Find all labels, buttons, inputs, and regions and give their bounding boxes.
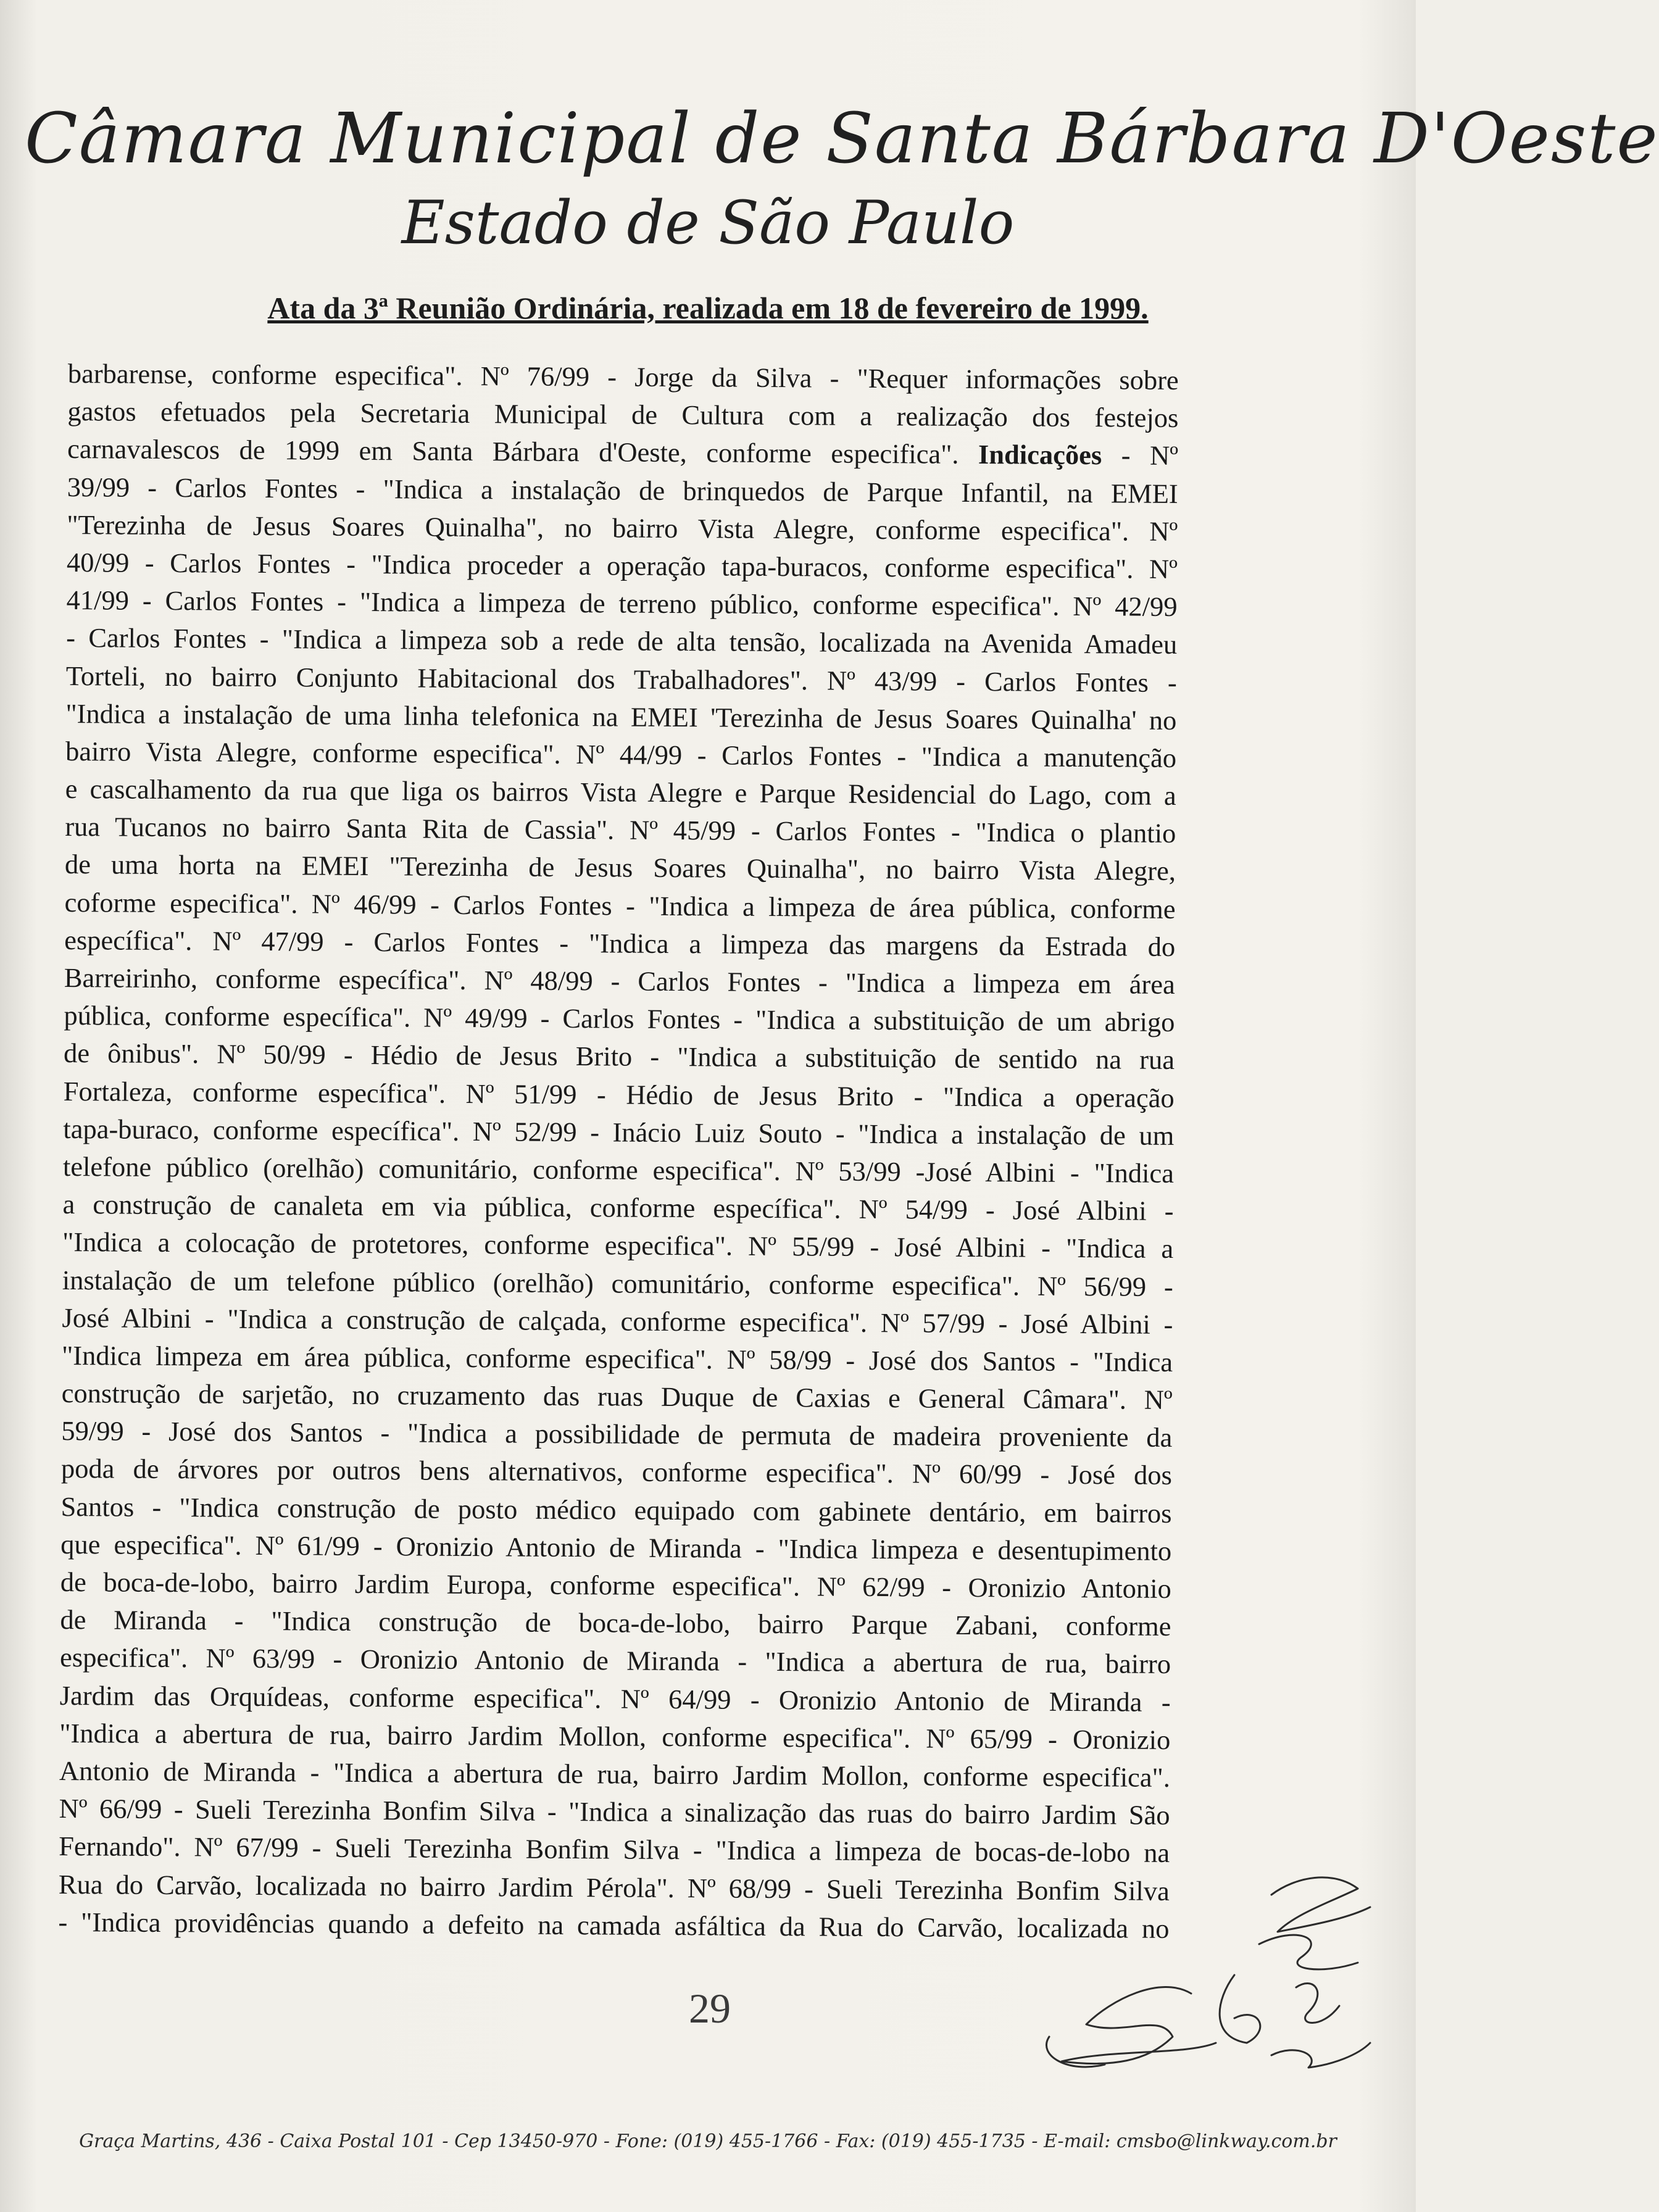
body-line: 40/99 - Carlos Fontes - "Indica proceder a operação tapa-buracos, conforme especifica". Nº — [66, 546, 1178, 584]
body-line: instalação de um telefone público (orelhão) comunitário, conforme especifica". Nº 56/99 - — [62, 1264, 1173, 1302]
body-line: poda de árvores por outros bens alternativos, conforme especifica". Nº 60/99 - José dos — [60, 1453, 1173, 1491]
body-line: Jardim das Orquídeas, conforme especifica". Nº 64/99 - Oronizio Antonio de Miranda - — [59, 1679, 1171, 1718]
body-line: rua Tucanos no bairro Santa Rita de Cassia". Nº 45/99 - Carlos Fontes - "Indica o plantio — [65, 811, 1176, 849]
body-line: específica". Nº 47/99 - Carlos Fontes - "Indica a limpeza das margens da Estrada do — [64, 924, 1176, 962]
body-line: gastos efetuados pela Secretaria Municipal de Cultura com a realização dos festejos — [67, 396, 1179, 434]
signature-stroke — [1296, 1984, 1339, 2023]
body-line-text: carnavalescos de 1999 em Santa Bárbara d'Oeste, conforme especifica". — [67, 433, 959, 470]
body-line: construção de sarjetão, no cruzamento das ruas Duque de Caxias e General Câmara". Nº — [61, 1378, 1173, 1416]
body-line: "Indica a abertura de rua, bairro Jardim Mollon, conforme especifica". Nº 65/99 - Oronizio — [59, 1717, 1171, 1755]
body-line: a construção de canaleta em via pública, conforme específica". Nº 54/99 - José Albini - — [62, 1189, 1174, 1227]
signature-stroke — [1271, 2043, 1370, 2068]
body-line: Fernando". Nº 67/99 - Sueli Terezinha Bonfim Silva - "Indica a limpeza de bocas-de-lobo na — [59, 1831, 1170, 1869]
minutes-title: Ata da 3ª Reunião Ordinária, realizada em 18 de fevereiro de 1999. — [267, 291, 1149, 325]
body-line: de Miranda - "Indica construção de boca-de-lobo, bairro Parque Zabani, conforme — [60, 1604, 1171, 1642]
body-line: "Indica a instalação de uma linha telefonica na EMEI 'Terezinha de Jesus Soares Quinalha' no — [65, 697, 1177, 736]
body-line: 39/99 - Carlos Fontes - "Indica a instalação de brinquedos de Parque Infantil, na EMEI — [67, 471, 1178, 509]
body-line: tapa-buraco, conforme específica". Nº 52/99 - Inácio Luiz Souto - "Indica a instalação de um — [63, 1113, 1175, 1151]
body-line: de boca-de-lobo, bairro Jardim Europa, conforme especifica". Nº 62/99 - Oronizio Antonio — [60, 1566, 1171, 1604]
body-line: José Albini - "Indica a construção de calçada, conforme especifica". Nº 57/99 - José Albini - — [62, 1302, 1173, 1340]
body-line: barbarense, conforme especifica". Nº 76/99 - Jorge da Silva - "Requer informações sobre — [67, 357, 1179, 396]
body-line: - Carlos Fontes - "Indica a limpeza sob a rede de alta tensão, localizada na Avenida Amadeu — [66, 622, 1178, 660]
indicacoes-heading: Indicações — [978, 439, 1102, 471]
body-line: "Indica a colocação de protetores, conforme especifica". Nº 55/99 - José Albini - "Indica a — [62, 1226, 1174, 1265]
body-line: telefone público (orelhão) comunitário, conforme especifica". Nº 53/99 -José Albini - "Indica — [62, 1150, 1175, 1189]
body-line: "Terezinha de Jesus Soares Quinalha", no bairro Vista Alegre, conforme especifica". Nº — [67, 509, 1178, 547]
body-line — [67, 430, 1178, 475]
body-line: Rua do Carvão, localizada no bairro Jardim Pérola". Nº 68/99 - Sueli Terezinha Bonfim Silva — [58, 1868, 1170, 1906]
body-line-tail: - Nº — [1102, 439, 1179, 472]
body-line: pública, conforme específica". Nº 49/99 - Carlos Fontes - "Indica a substituição de um abrigo — [64, 1000, 1175, 1038]
body-line: 41/99 - Carlos Fontes - "Indica a limpeza de terreno público, conforme especifica". Nº 42/99 — [66, 584, 1178, 623]
body-line: Santos - "Indica construção de posto médico equipado com gabinete dentário, em bairros — [60, 1491, 1172, 1529]
body-line: "Indica limpeza em área pública, conforme especifica". Nº 58/99 - José dos Santos - "Indica — [61, 1339, 1173, 1378]
body-line: de uma horta na EMEI "Terezinha de Jesus Soares Quinalha", no bairro Vista Alegre, — [64, 849, 1176, 887]
signature-stroke — [1220, 1975, 1260, 2043]
body-line: Torteli, no bairro Conjunto Habitacional dos Trabalhadores". Nº 43/99 - Carlos Fontes - — [65, 660, 1177, 698]
letterhead-footer: Graça Martins, 436 - Caixa Postal 101 - Cep 13450-970 - Fone: (019) 455-1766 - Fax: (019) 455-1735 - E-mail: cmsbo@linkway.com.br — [79, 2131, 1337, 2152]
body-line: Nº 66/99 - Sueli Terezinha Bonfim Silva - "Indica a sinalização das ruas do bairro Jardim São — [59, 1793, 1170, 1831]
body-line: coforme especifica". Nº 46/99 - Carlos Fontes - "Indica a limpeza de área pública, conforme — [64, 886, 1176, 925]
signature-stroke — [1259, 1935, 1358, 1969]
minutes-body — [58, 355, 1179, 1948]
body-line: bairro Vista Alegre, conforme especifica". Nº 44/99 - Carlos Fontes - "Indica a manutenção — [65, 735, 1177, 773]
body-line: Antonio de Miranda - "Indica a abertura de rua, bairro Jardim Mollon, conforme especifica". — [59, 1755, 1171, 1793]
letterhead-title: Câmara Municipal de Santa Bárbara D'Oeste — [25, 99, 1659, 179]
body-line: Barreirinho, conforme específica". Nº 48/99 - Carlos Fontes - "Indica a limpeza em área — [64, 962, 1175, 1000]
body-line: 59/99 - José dos Santos - "Indica a possibilidade de permuta de madeira proveniente da — [61, 1415, 1173, 1453]
page-number: 29 — [689, 1985, 731, 2032]
signature-stroke — [1062, 1987, 1216, 2064]
body-line: de ônibus". Nº 50/99 - Hédio de Jesus Brito - "Indica a substituição de sentido na rua — [63, 1037, 1175, 1076]
body-line: especifica". Nº 63/99 - Oronizio Antonio de Miranda - "Indica a abertura de rua, bairro — [59, 1642, 1171, 1680]
body-line: - "Indica providências quando a defeito na camada asfáltica da Rua do Carvão, localizada no — [58, 1906, 1170, 1944]
body-line: e cascalhamento da rua que liga os bairros Vista Alegre e Parque Residencial do Lago, com a — [65, 773, 1176, 812]
body-line: Fortaleza, conforme específica". Nº 51/99 - Hédio de Jesus Brito - "Indica a operação — [63, 1075, 1175, 1113]
letterhead-state: Estado de São Paulo — [401, 188, 1015, 257]
signature-stroke — [1271, 1877, 1370, 1932]
body-line: que especifica". Nº 61/99 - Oronizio Antonio de Miranda - "Indica limpeza e desentupimento — [60, 1528, 1172, 1566]
handwritten-signatures — [926, 1852, 1407, 2111]
